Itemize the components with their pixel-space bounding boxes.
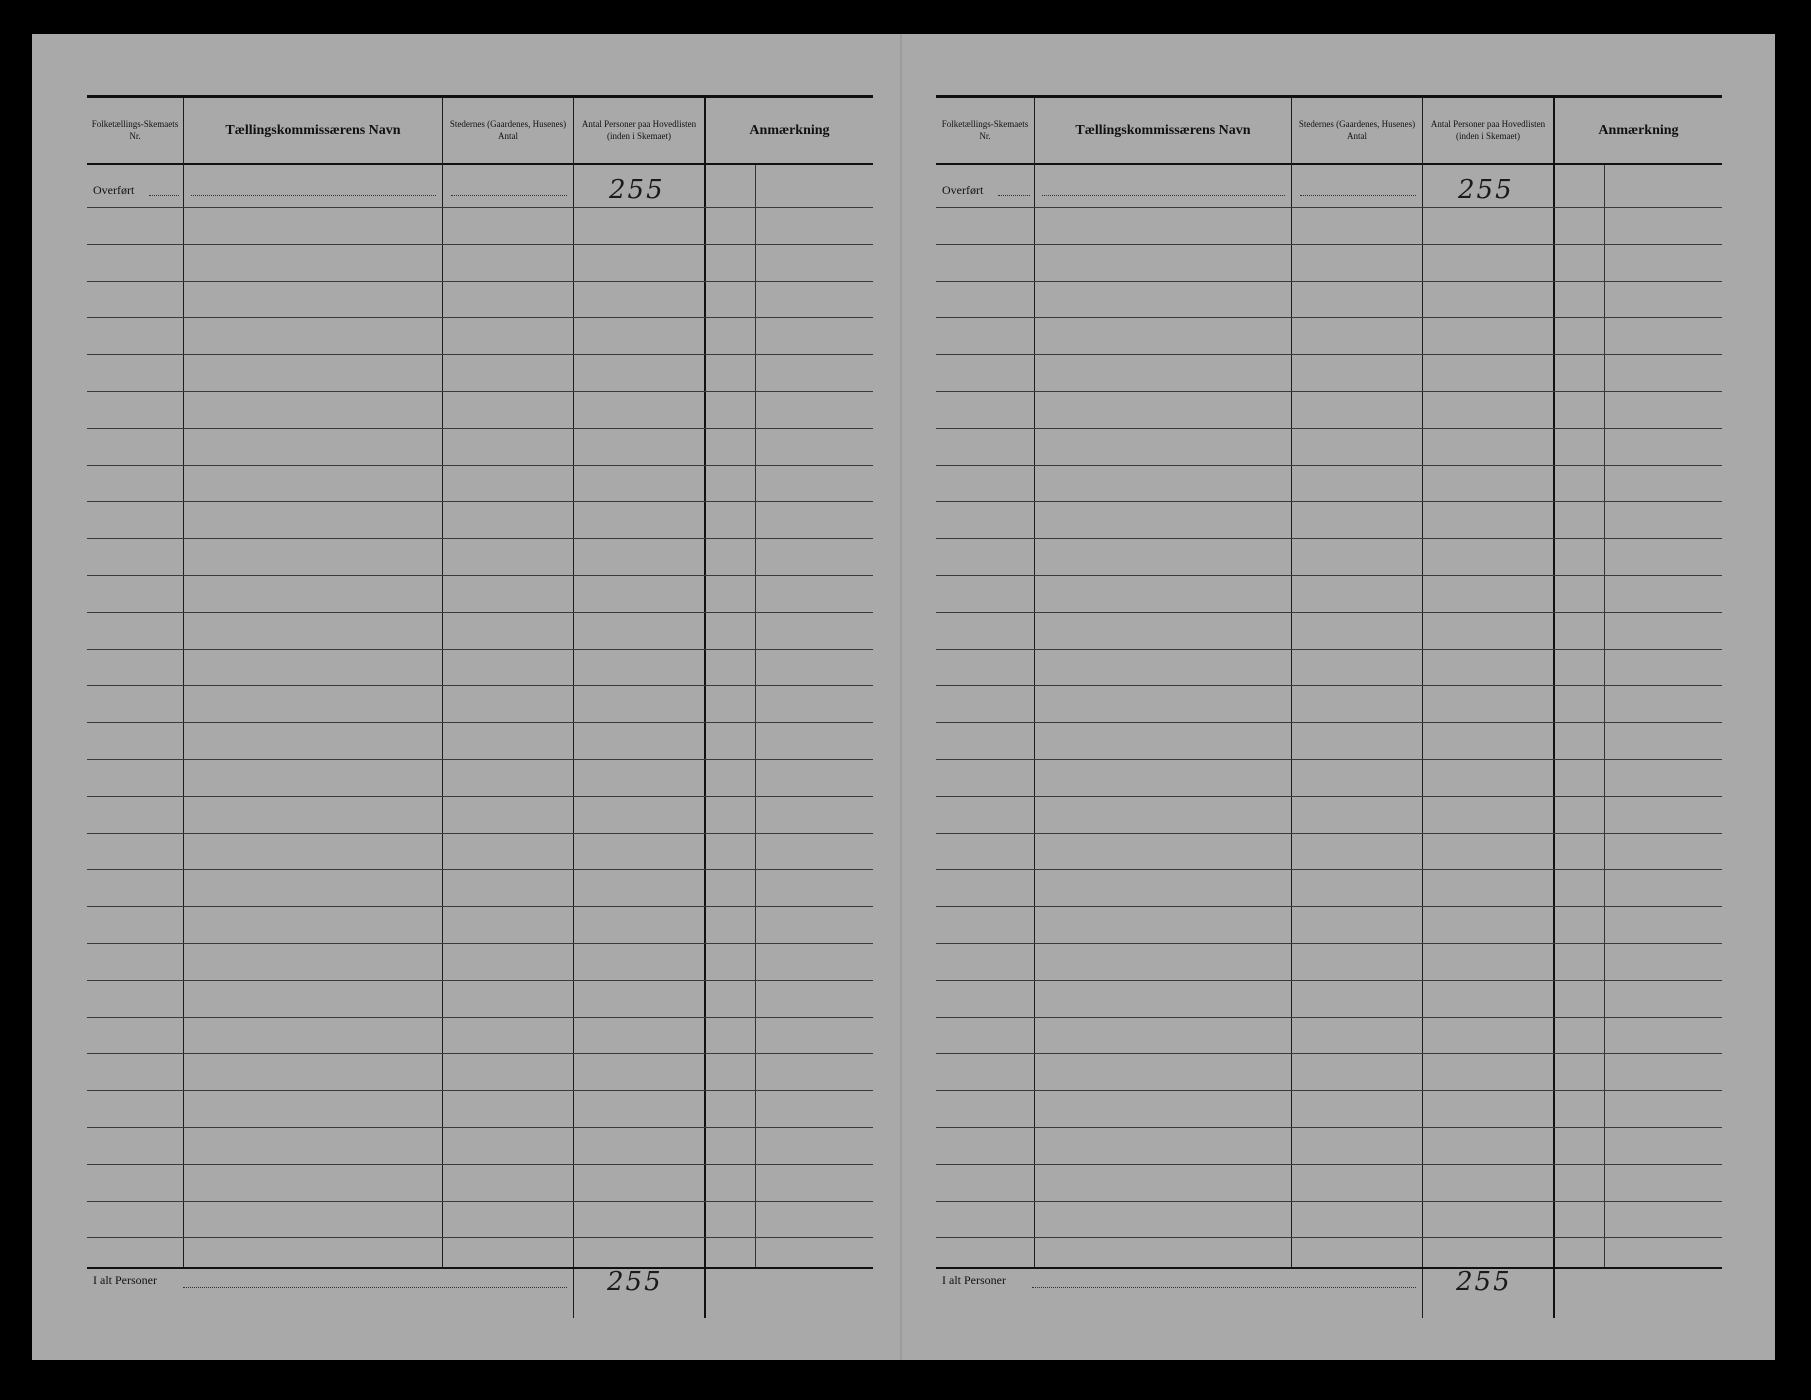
left-page <box>87 95 873 1325</box>
row-line <box>87 1127 873 1128</box>
row-line <box>87 354 873 355</box>
header-form-number: Folketællings-Skemaets Nr. <box>941 119 1029 141</box>
row-line <box>936 391 1722 392</box>
row-line <box>87 649 873 650</box>
row-line <box>87 391 873 392</box>
row-line <box>936 354 1722 355</box>
leader-dots <box>998 195 1030 196</box>
header-form-number: Folketællings-Skemaets Nr. <box>91 119 179 141</box>
leader-dots <box>149 195 179 196</box>
row-line <box>936 1201 1722 1202</box>
header-persons-count: Antal Personer paa Hovedlisten (inden i Skemaet) <box>581 119 697 141</box>
column-divider <box>1034 98 1035 1267</box>
leader-dots <box>191 195 436 196</box>
total-persons-label: I alt Personer <box>942 1273 1006 1287</box>
leader-dots <box>451 195 567 196</box>
total-rule <box>936 1267 1722 1269</box>
row-line <box>87 428 873 429</box>
row-line <box>87 869 873 870</box>
row-line <box>936 501 1722 502</box>
row-line <box>87 612 873 613</box>
row-line <box>936 759 1722 760</box>
header-places-count: Stedernes (Gaardenes, Husenes) Antal <box>449 119 567 141</box>
row-line <box>87 833 873 834</box>
row-line <box>936 796 1722 797</box>
row-line <box>87 1017 873 1018</box>
header-commissioner-name: Tællingskommissærens Navn <box>1075 122 1251 138</box>
leader-dots <box>183 1287 567 1288</box>
row-line <box>936 465 1722 466</box>
header-commissioner-name: Tællingskommissærens Navn <box>225 122 401 138</box>
leader-dots <box>1032 1287 1416 1288</box>
column-divider <box>183 98 184 1267</box>
total-rule <box>87 1267 873 1269</box>
right-page <box>936 95 1722 1325</box>
row-line <box>87 465 873 466</box>
row-line <box>936 281 1722 282</box>
row-line <box>936 649 1722 650</box>
row-line <box>87 575 873 576</box>
row-line <box>87 759 873 760</box>
row-line <box>87 685 873 686</box>
row-line <box>87 244 873 245</box>
row-line <box>936 575 1722 576</box>
row-line <box>936 207 1722 208</box>
row-line <box>936 1127 1722 1128</box>
row-line <box>87 796 873 797</box>
row-line <box>936 317 1722 318</box>
carried-forward-label: Overført <box>93 183 135 197</box>
row-line <box>936 1053 1722 1054</box>
row-line <box>87 1237 873 1238</box>
column-divider <box>1291 98 1292 1267</box>
row-line <box>936 722 1722 723</box>
header-places-count: Stedernes (Gaardenes, Husenes) Antal <box>1298 119 1416 141</box>
total-persons-value: 255 <box>607 1267 663 1297</box>
row-line <box>87 538 873 539</box>
row-line <box>936 1017 1722 1018</box>
row-line <box>936 943 1722 944</box>
remarks-subdivider <box>755 165 756 1267</box>
header-persons-count: Antal Personer paa Hovedlisten (inden i Skemaet) <box>1430 119 1546 141</box>
row-line <box>936 833 1722 834</box>
row-line <box>936 1164 1722 1165</box>
remarks-subdivider <box>1604 165 1605 1267</box>
carried-forward-value: 255 <box>609 175 665 205</box>
row-line <box>87 501 873 502</box>
header-remarks: Anmærkning <box>1598 122 1679 138</box>
row-line <box>936 869 1722 870</box>
row-line <box>936 612 1722 613</box>
center-fold <box>900 34 902 1360</box>
row-line <box>936 980 1722 981</box>
row-line <box>87 207 873 208</box>
total-persons-label: I alt Personer <box>93 1273 157 1287</box>
row-line <box>936 1237 1722 1238</box>
row-line <box>87 943 873 944</box>
row-line <box>936 244 1722 245</box>
row-line <box>87 1090 873 1091</box>
row-line <box>87 1053 873 1054</box>
row-line <box>87 906 873 907</box>
leader-dots <box>1042 195 1285 196</box>
row-line <box>87 722 873 723</box>
row-line <box>936 428 1722 429</box>
total-persons-value: 255 <box>1456 1267 1512 1297</box>
row-line <box>936 1090 1722 1091</box>
row-line <box>936 538 1722 539</box>
row-line <box>936 906 1722 907</box>
row-line <box>87 1201 873 1202</box>
carried-forward-value: 255 <box>1458 175 1514 205</box>
column-divider <box>442 98 443 1267</box>
row-line <box>87 281 873 282</box>
row-line <box>87 317 873 318</box>
carried-forward-label: Overført <box>942 183 984 197</box>
leader-dots <box>1300 195 1416 196</box>
row-line <box>87 1164 873 1165</box>
header-remarks: Anmærkning <box>749 122 830 138</box>
row-line <box>936 685 1722 686</box>
row-line <box>87 980 873 981</box>
